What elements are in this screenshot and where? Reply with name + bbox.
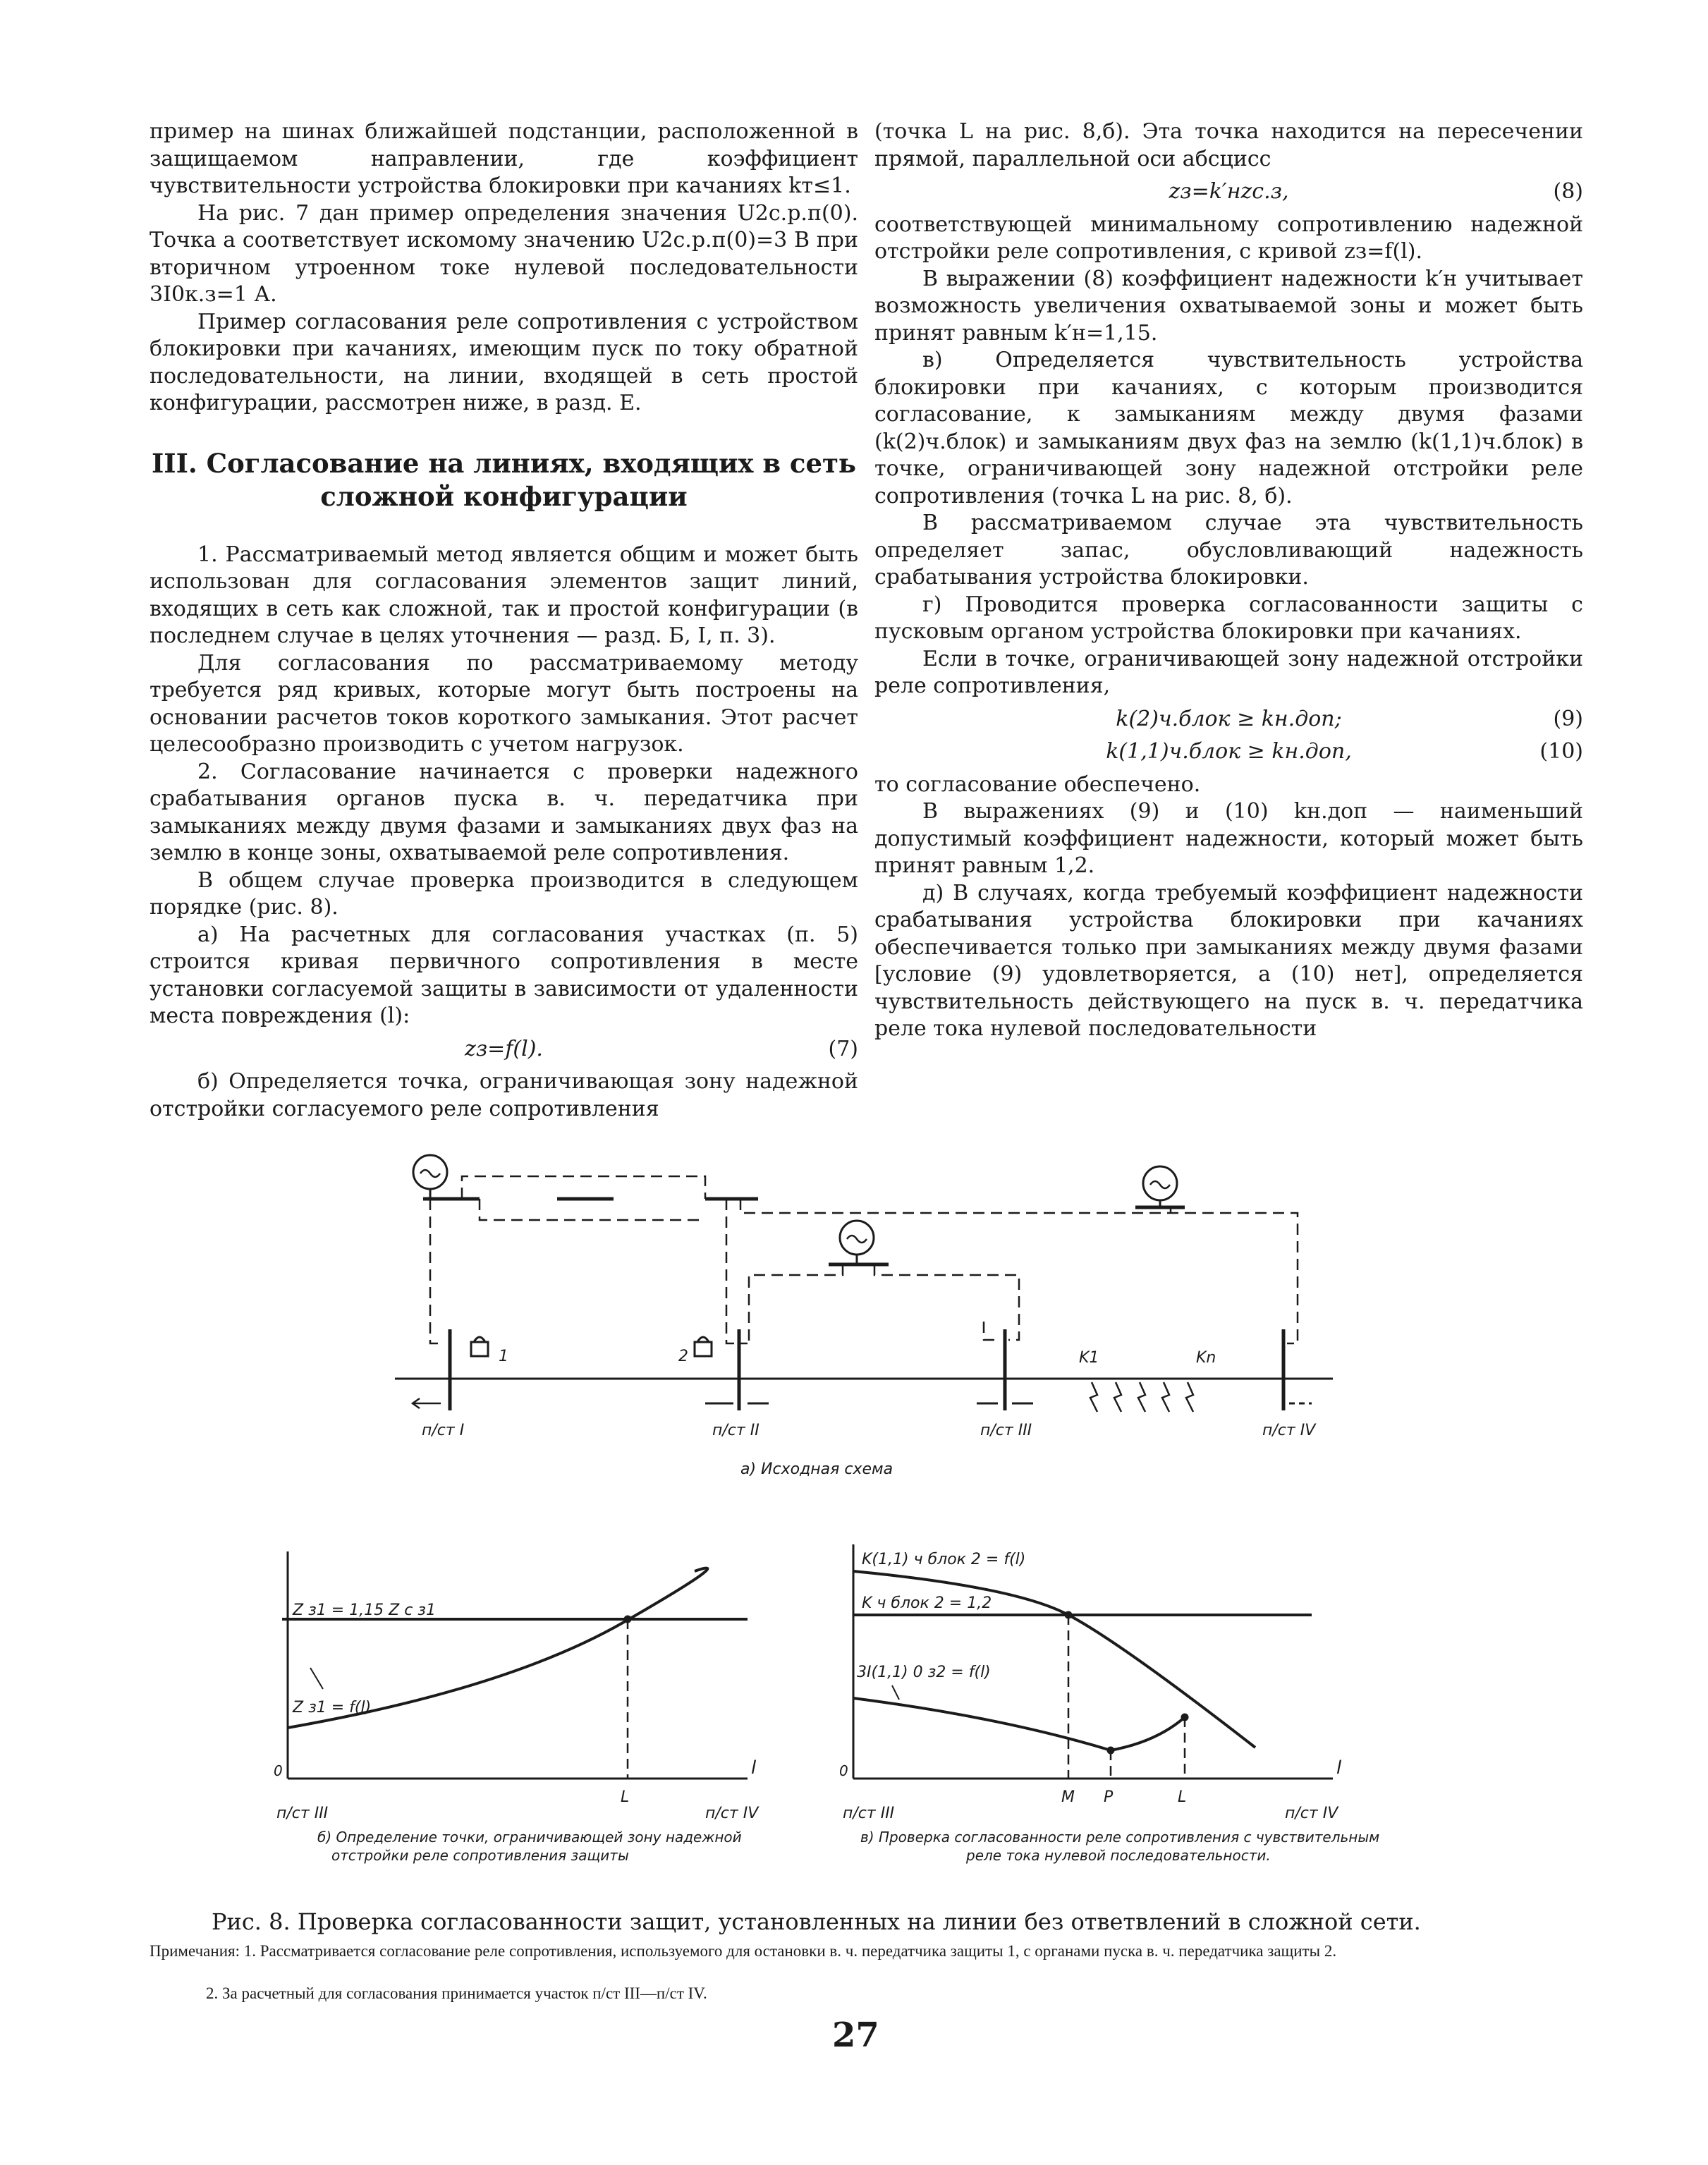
- protection-1-label: 1: [499, 1348, 508, 1365]
- formula-7: [150, 1036, 858, 1063]
- paragraph: в) Определяется чувствительность устройства блокировки при качаниях, с которым производится согласование, к замыканиям между двумя фазами (k(2)ч.блок) и замыканиям двух фаз на землю (k(1,1)ч.блок) в точке, ограничивающей зону надежной отстройки реле сопротивления (точка L на рис. 8, б).: [874, 348, 1583, 508]
- plot-b-point-l: L: [621, 1788, 630, 1806]
- formula-8: [874, 178, 1583, 206]
- plot-b-curve-label: Z з1 = f(l): [293, 1699, 372, 1716]
- plot-c-point-p: P: [1104, 1788, 1114, 1806]
- substation-4-label: п/ст IV: [1262, 1422, 1316, 1439]
- protection-2-label: 2: [678, 1348, 688, 1365]
- plot-b: [282, 1551, 748, 1779]
- plot-b-caption-2: отстройки реле сопротивления защиты: [331, 1847, 629, 1864]
- substation-2-label: п/ст II: [712, 1422, 760, 1439]
- paragraph: В выражениях (9) и (10) kн.доп — наименьший допустимый коэффициент надежности, который может быть принят равным 1,2.: [874, 799, 1583, 878]
- figure-note-2: 2. За расчетный для согласования принимается участок п/ст III—п/ст IV.: [206, 1984, 707, 2002]
- formula-expr: zз=f(l).: [465, 1036, 543, 1061]
- plot-c: [853, 1544, 1333, 1779]
- formula-number: (8): [1553, 179, 1583, 204]
- plot-b-caption-1: б) Определение точки, ограничивающей зону надежной: [317, 1829, 742, 1846]
- generator-1: [413, 1155, 447, 1189]
- protection-1-icon: [471, 1342, 488, 1356]
- figure-note-1: Примечания: 1. Рассматривается согласование реле сопротивления, используемого для остановки в. ч. передатчика защиты 1, с органами пуска в. ч. передатчика защиты 2.: [150, 1942, 1337, 1960]
- plot-c-line-label: K ч блок 2 = 1,2: [862, 1594, 992, 1612]
- network-scheme: [395, 1155, 1333, 1412]
- formula-expr: zз=k′нzс.з,: [1169, 179, 1289, 204]
- paragraph: 1. Рассматриваемый метод является общим и может быть использован для согласования элементов защит линий, входящих в сеть как сложной, так и простой конфигурации (в последнем случае в целях уточнения — разд. Б, I, п. 3).: [150, 542, 858, 648]
- plot-b-x-end: п/ст IV: [705, 1805, 759, 1822]
- paragraph: д) В случаях, когда требуемый коэффициент надежности срабатывания устройства блокировки при качаниях обеспечивается только при замыканиях между двумя фазами [условие (9) удовлетворяется, а (10) нет], определяется чувствительность действующего на пуск в. ч. передатчика реле тока нулевой последовательности: [874, 880, 1583, 1041]
- plot-c-caption-1: в) Проверка согласованности реле сопротивления с чувствительным: [860, 1829, 1380, 1846]
- formula-number: (7): [828, 1036, 858, 1061]
- formula-number: (10): [1539, 739, 1583, 764]
- plot-b-impedance-curve: [288, 1568, 707, 1728]
- protection-2-icon: [695, 1342, 712, 1356]
- plot-c-i0-curve: [853, 1698, 1185, 1750]
- substation-3-label: п/ст III: [980, 1422, 1032, 1439]
- plot-c-k11-label: K(1,1) ч блок 2 = f(l): [862, 1551, 1026, 1568]
- right-column: [874, 118, 1583, 1043]
- fault-kn-label: Kn: [1196, 1349, 1216, 1367]
- plot-b-x-start: п/ст III: [276, 1805, 329, 1822]
- plot-c-caption-2: реле тока нулевой последовательности.: [966, 1847, 1271, 1864]
- plot-b-x-axis-label: l: [751, 1757, 757, 1779]
- paragraph: Пример согласования реле сопротивления с устройством блокировки при качаниях, имеющим пуск по току обратной последовательности, на линии, входящей в сеть простой конфигурации, рассмотрен ниже, в разд. Е.: [150, 309, 858, 415]
- generator-3: [1143, 1166, 1177, 1200]
- plot-c-point-l: L: [1178, 1788, 1187, 1806]
- paragraph: В рассматриваемом случае эта чувствительность определяет запас, обусловливающий надежность срабатывания устройства блокировки.: [874, 511, 1583, 590]
- fault-symbols: [1090, 1382, 1193, 1412]
- paragraph: (точка L на рис. 8,б). Эта точка находится на пересечении прямой, параллельной оси абсцисс: [874, 119, 1583, 171]
- plot-c-x-end: п/ст IV: [1285, 1805, 1338, 1822]
- formula-expr: k(1,1)ч.блок ≥ kн.доп,: [1106, 739, 1352, 764]
- plot-b-line-label: Z з1 = 1,15 Z с з1: [293, 1602, 437, 1619]
- paragraph: соответствующей минимальному сопротивлению надежной отстройки реле сопротивления, с кривой zз=f(l).: [874, 212, 1583, 264]
- formula-10: [874, 738, 1583, 766]
- plot-c-origin: 0: [839, 1762, 848, 1779]
- page-number: 27: [832, 2015, 879, 2055]
- formula-9: [874, 706, 1583, 733]
- paragraph: В выражении (8) коэффициент надежности k′н учитывает возможность увеличения охватываемой зоны и может быть принят равным k′н=1,15.: [874, 266, 1583, 346]
- paragraph: Для согласования по рассматриваемому методу требуется ряд кривых, которые могут быть построены на основании расчетов токов короткого замыкания. Этот расчет целесообразно производить с учетом нагрузок.: [150, 650, 858, 757]
- paragraph: г) Проводится проверка согласованности защиты с пусковым органом устройства блокировки при качаниях.: [874, 592, 1583, 644]
- paragraph: 2. Согласование начинается с проверки надежного срабатывания органов пуска в. ч. передатчика при замыканиях между двумя фазами и замыканиях двух фаз на землю в конце зоны, охватываемой реле сопротивления.: [150, 759, 858, 865]
- left-column: [150, 118, 858, 1123]
- section-heading: III. Согласование на линиях, входящих в сеть сложной конфигурации: [151, 447, 857, 512]
- fault-k1-label: K1: [1079, 1349, 1099, 1367]
- paragraph: б) Определяется точка, ограничивающая зону надежной отстройки согласуемого реле сопротивления: [150, 1069, 858, 1121]
- generator-2: [840, 1221, 874, 1255]
- plot-c-x-axis-label: l: [1336, 1757, 1342, 1779]
- figure-caption: Рис. 8. Проверка согласованности защит, установленных на линии без ответвлений в сложной сети.: [212, 1908, 1421, 1935]
- paragraph: Если в точке, ограничивающей зону надежной отстройки реле сопротивления,: [874, 646, 1583, 698]
- paragraph: На рис. 7 дан пример определения значения U2с.р.п(0). Точка а соответствует искомому значению U2с.р.п(0)=3 В при вторичном утроенном токе нулевой последовательности 3I0к.з=1 А.: [150, 200, 858, 307]
- paragraph: а) На расчетных для согласования участках (п. 5) строится кривая первичного сопротивления в месте установки согласуемой защиты в зависимости от удаленности места повреждения (l):: [150, 922, 858, 1028]
- plot-c-i0-label: 3I(1,1) 0 з2 = f(l): [857, 1664, 991, 1681]
- formula-number: (9): [1553, 706, 1583, 731]
- plot-b-origin: 0: [274, 1762, 283, 1779]
- substation-1-label: п/ст I: [422, 1422, 465, 1439]
- paragraph: В общем случае проверка производится в следующем порядке (рис. 8).: [150, 867, 858, 920]
- plot-c-point-m: M: [1061, 1788, 1075, 1806]
- paragraph: пример на шинах ближайшей подстанции, расположенной в защищаемом направлении, где коэффициент чувствительности устройства блокировки при качаниях kт≤1.: [150, 119, 858, 198]
- plot-c-x-start: п/ст III: [843, 1805, 895, 1822]
- formula-expr: k(2)ч.блок ≥ kн.доп;: [1116, 706, 1342, 731]
- scheme-caption: а) Исходная схема: [740, 1460, 893, 1478]
- paragraph: то согласование обеспечено.: [874, 772, 1201, 797]
- plot-c-k11-curve: [853, 1571, 1255, 1748]
